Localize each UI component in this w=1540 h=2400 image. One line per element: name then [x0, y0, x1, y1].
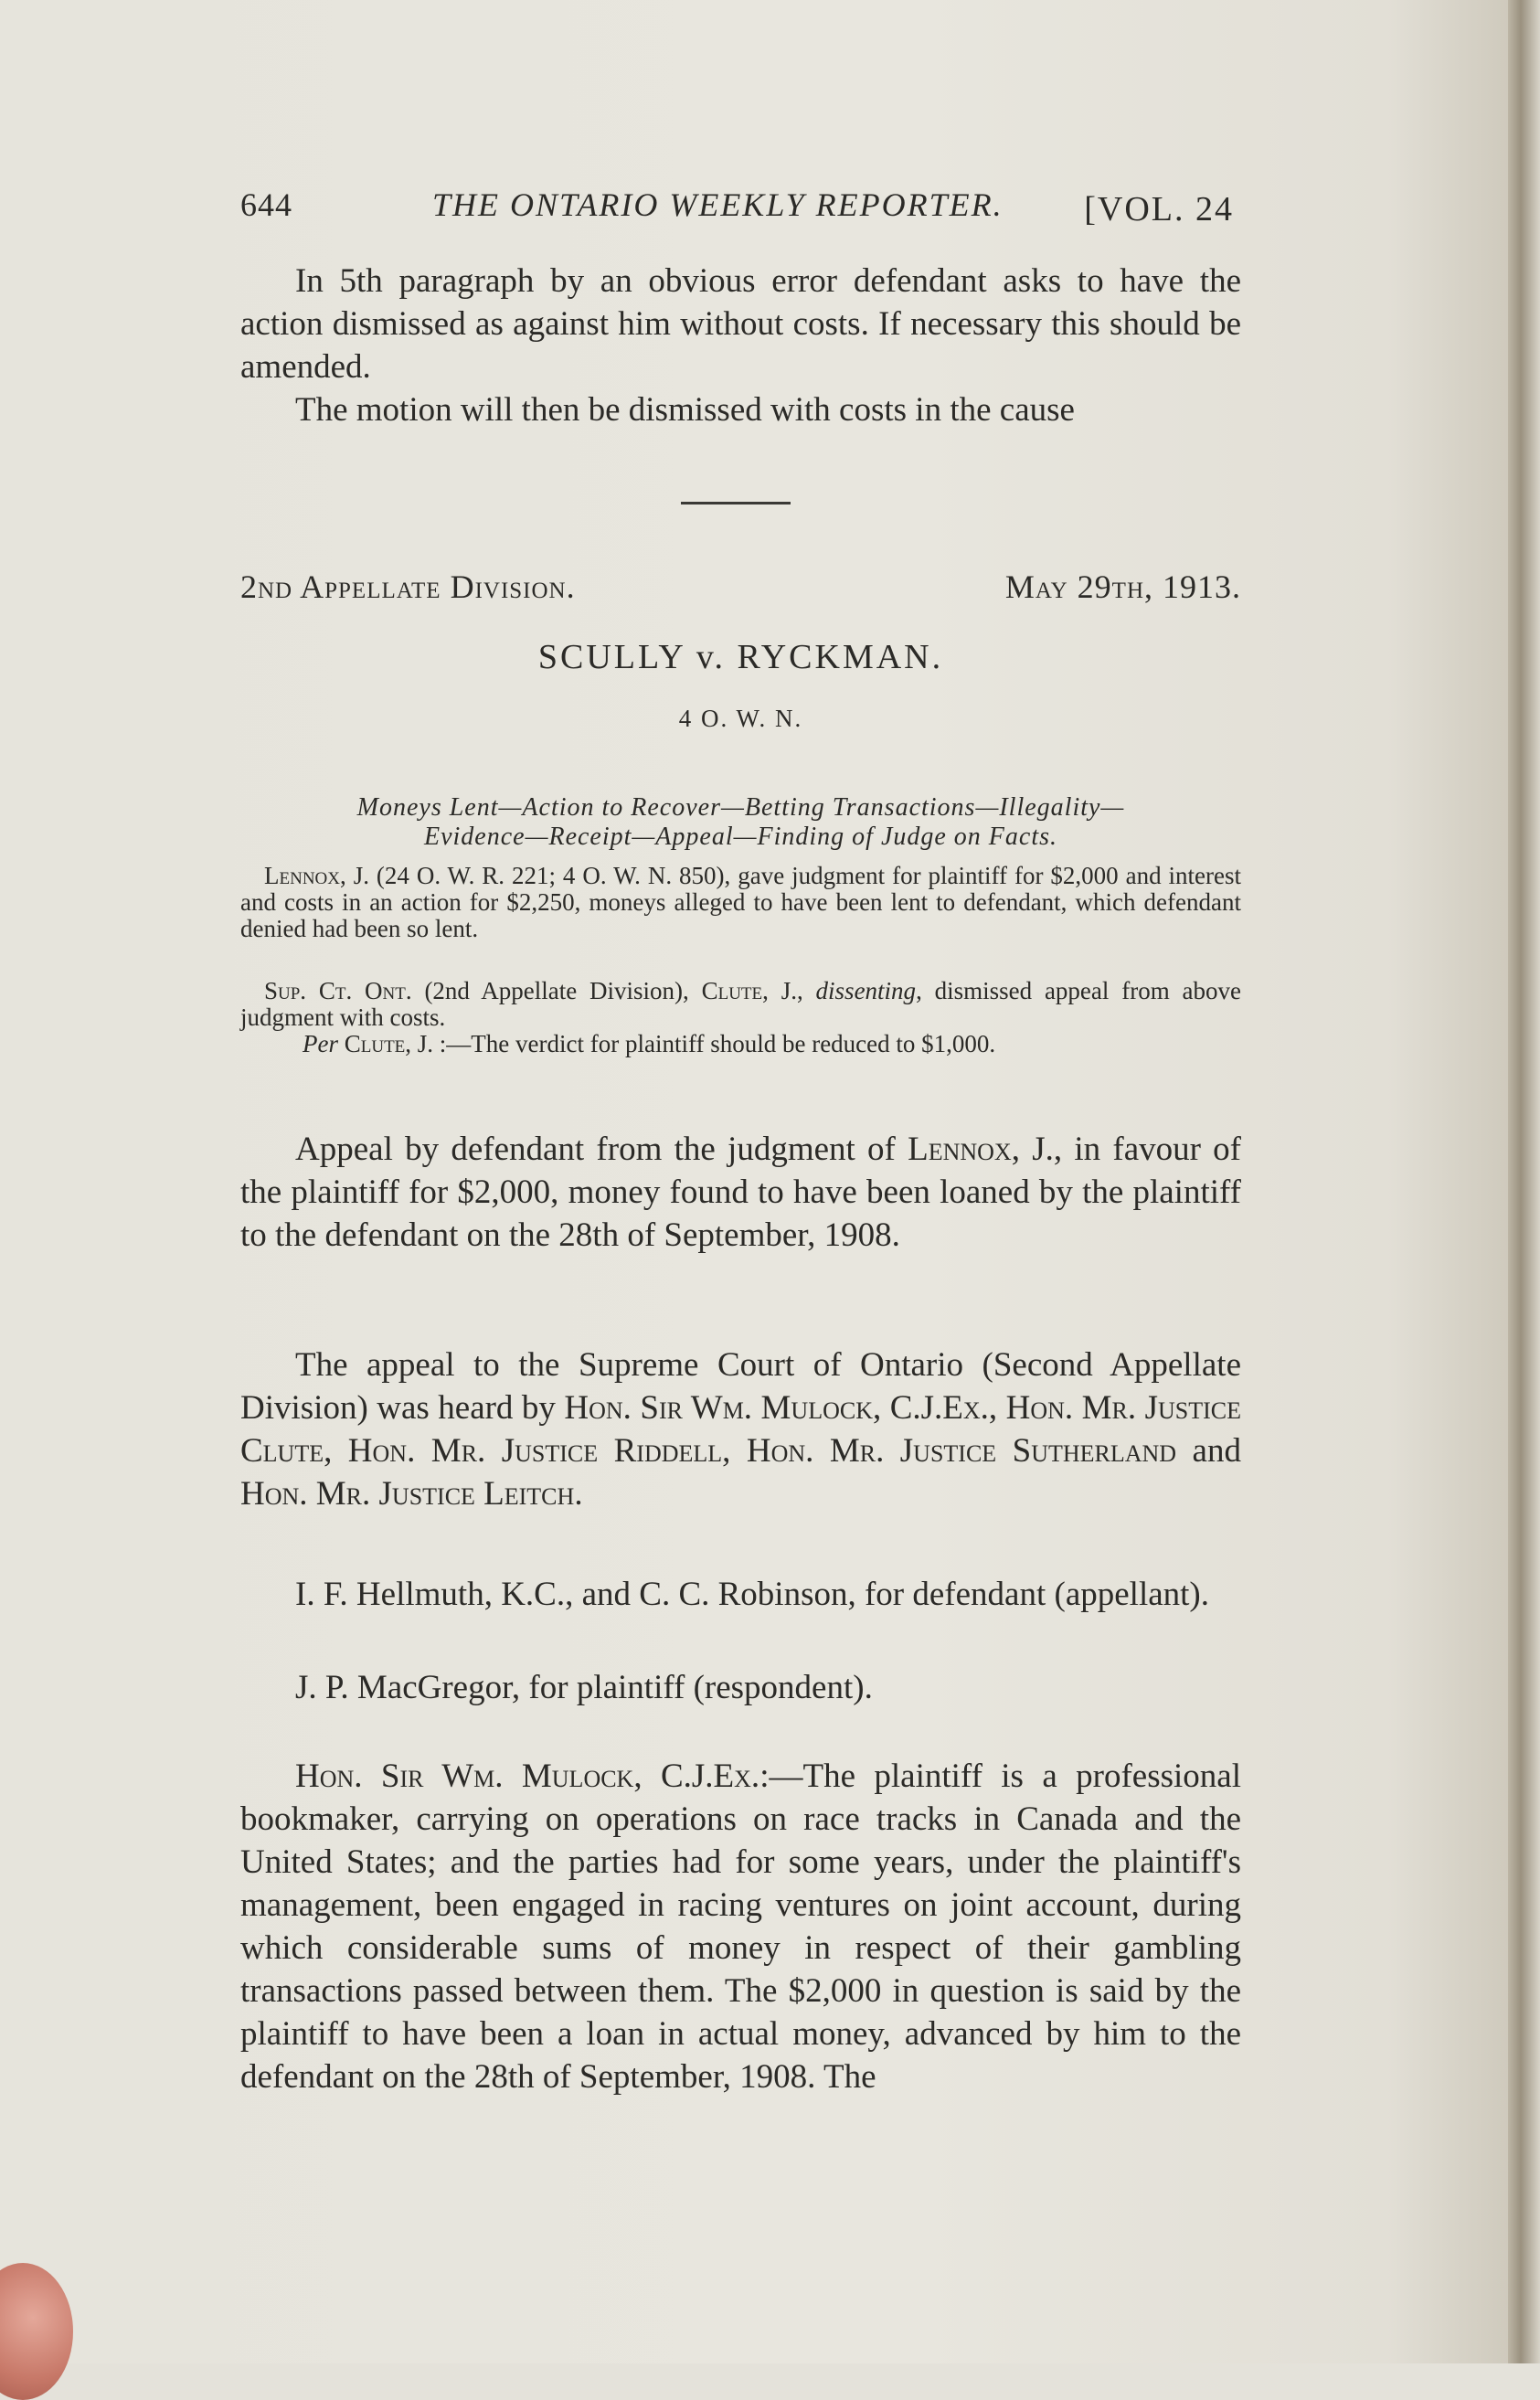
body-text: .: [574, 1475, 583, 1513]
headnote-line: Moneys Lent—Action to Recover—Betting Transactions—Illegality—: [356, 793, 1125, 822]
summary-text: , dismissed appeal from above judgment with costs.: [240, 977, 1241, 1031]
summary-text: , J.,: [762, 977, 816, 1004]
body-text: The appeal to the Supreme Court of Ontario (Second Appellate Division) was heard by: [240, 1346, 1241, 1427]
summary-text: , J. (24 O. W. R. 221; 4 O. W. N. 850), gave judgment for plaintiff for $2,000 and interest and costs in an action for $2,250, moneys alleged to have been lent to defendant, which defendant denied had been so lent.: [240, 862, 1241, 942]
summary-paragraph: [240, 978, 1241, 1031]
decision-date: May 29th, 1913.: [1004, 568, 1241, 605]
court-abbrev: Sup. Ct. Ont.: [264, 977, 412, 1004]
judge-name: Lennox: [908, 1131, 1012, 1168]
judge-name: Hon. Sir Wm. Mulock, C.J.Ex.: [295, 1758, 760, 1795]
volume-label: [VOL. 24: [1084, 190, 1234, 228]
summary-text: (2nd Appellate Division),: [411, 977, 702, 1004]
section-divider: [681, 502, 791, 504]
paragraph-counsel-defendant: I. F. Hellmuth, K.C., and C. C. Robinson, for defendant (appellant).: [295, 1576, 1209, 1613]
dissenting-label: dissenting: [815, 977, 917, 1004]
paragraph-motion: In 5th paragraph by an obvious error defendant asks to have the action dismissed as against him without costs. If necessary this should be amended.: [240, 262, 1241, 386]
per-label: Per: [303, 1030, 338, 1057]
summary-paragraph: [240, 1031, 1241, 1057]
case-title: SCULLY v. RYCKMAN.: [537, 638, 944, 676]
summary-paragraph: [240, 863, 1241, 942]
page-number: 644: [240, 186, 292, 223]
judge-name: Clute: [337, 1030, 406, 1057]
summary-text: , J. :—The verdict for plaintiff should be reduced to $1,000.: [405, 1030, 996, 1057]
headnote-line: Evidence—Receipt—Appeal—Finding of Judge on Facts.: [423, 823, 1058, 851]
body-text: :—The plaintiff is a professional bookmaker, carrying on operations on race tracks in Canada and the United States; and the parties had for some years, under the plaintiff's management, been engaged in racing ventures on joint account, during which considerable sums of money in respect of their gambling transactions passed between them. The $2,000 in question is said by the plaintiff to have been a loan in actual money, advanced by him to the defendant on the 28th of September, 1908. The: [240, 1758, 1241, 2096]
judge-name: Lennox: [264, 862, 340, 889]
headnote: [240, 793, 1241, 852]
court-name: 2nd Appellate Division.: [240, 568, 576, 605]
judge-name: Hon. Mr. Justice Leitch: [240, 1475, 575, 1513]
page-header: [240, 186, 1241, 240]
book-spine: [1508, 0, 1540, 2363]
paragraph-bench: [240, 1343, 1241, 1515]
running-title: THE ONTARIO WEEKLY REPORTER.: [432, 186, 1004, 223]
paragraph-counsel-plaintiff: J. P. MacGregor, for plaintiff (respondent).: [295, 1669, 873, 1706]
judge-name: Clute: [701, 977, 763, 1004]
paragraph-appeal: [240, 1128, 1241, 1257]
judges-list: Hon. Sir Wm. Mulock, C.J.Ex., Hon. Mr. Justice Clute, Hon. Mr. Justice Riddell, Hon. Mr. Justice Sutherland: [240, 1389, 1241, 1470]
body-text: Appeal by defendant from the judgment of: [295, 1131, 908, 1168]
case-citation: 4 O. W. N.: [678, 705, 803, 732]
paragraph-judgment: [240, 1755, 1241, 2098]
body-text: , J., in favour of the plaintiff for $2,000, money found to have been loaned by the plaintiff to the defendant on the 28th of September, 1908.: [240, 1131, 1241, 1254]
paragraph-dismissal: The motion will then be dismissed with costs in the cause: [295, 391, 1075, 429]
body-text: and: [1176, 1432, 1241, 1470]
